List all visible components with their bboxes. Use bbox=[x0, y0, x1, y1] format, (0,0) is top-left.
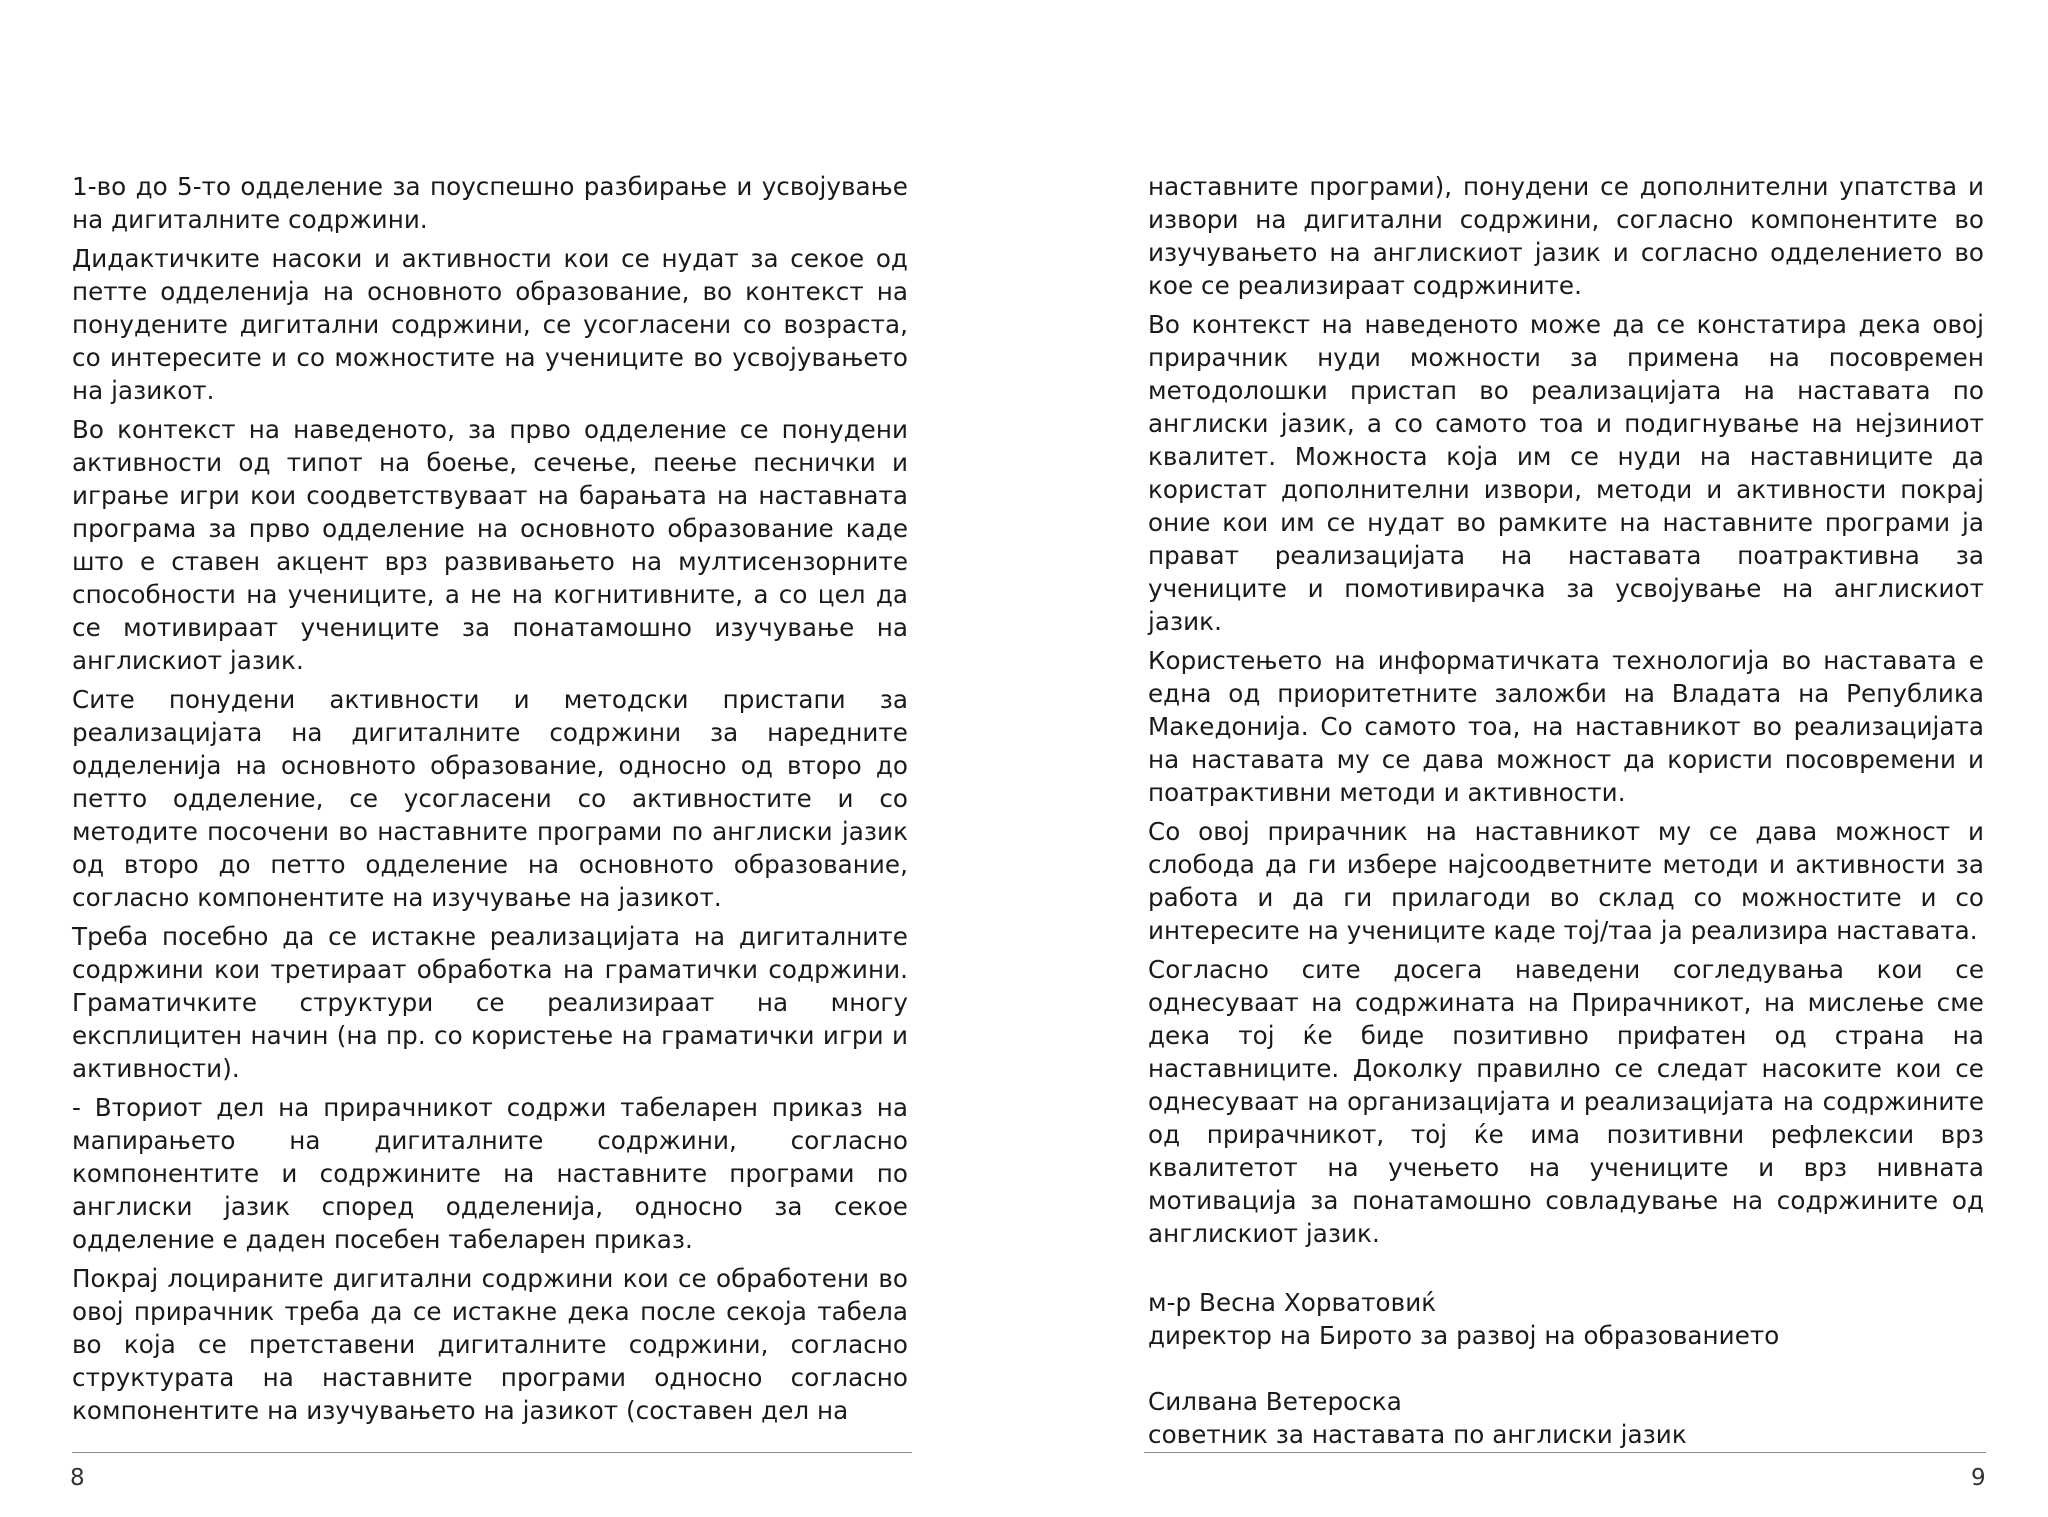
left-paragraph: Треба посебно да се истакне реализацијата на дигиталните содржини кои третираат обработка на граматички содржини. Граматичките структури се реализираат на многу експлицитен начин (на пр. со користење на граматички игри и активности). bbox=[72, 922, 908, 1083]
signatory-name: Силвана Ветероска bbox=[1148, 1387, 1402, 1416]
footer-rule bbox=[72, 1452, 912, 1453]
signatures bbox=[1148, 1286, 1984, 1451]
right-page bbox=[1024, 0, 2048, 1517]
page-number: 8 bbox=[70, 1465, 85, 1491]
right-paragraph: Во контекст на наведеното може да се констатира дека овој прирачник нуди можности за примена на посовремен методолошки пристап во реализацијата на наставата по англиски јазик, а со самото тоа и подигнување на нејзиниот квалитет. Можноста која им се нуди на наставниците да користат дополнителни извори, методи и активности покрај оние кои им се нудат во рамките на наставните програми ја прават реализацијата на наставата поатрактивна за учениците и помотивирачка за усвојување на англискиот јазик. bbox=[1148, 310, 1984, 636]
signature-block bbox=[1148, 1286, 1984, 1352]
right-paragraph: Со овој прирачник на наставникот му се дава можност и слобода да ги избере најсоодветните методи и активности за работа и да ги прилагоди во склад со можностите и со интересите на учениците каде тој/таа ја реализира наставата. bbox=[1148, 817, 1984, 945]
left-page-text-column bbox=[72, 170, 908, 1433]
signatory-title: директор на Бирото за развој на образованието bbox=[1148, 1321, 1780, 1350]
left-paragraph: - Вториот дел на прирачникот содржи табеларен приказ на мапирањето на дигиталните содржини, согласно компонентите и содржините на наставните програми по англиски јазик според одделенија, односно за секое одделение е даден посебен табеларен приказ. bbox=[72, 1093, 908, 1254]
right-paragraph: наставните програми), понудени се дополнителни упатства и извори на дигитални содржини, согласно компонентите во изучувањето на англискиот јазик и согласно одделението во кое се реализираат содржините. bbox=[1148, 172, 1984, 300]
left-paragraph: Покрај лоцираните дигитални содржини кои се обработени во овој прирачник треба да се истакне дека после секоја табела во која се претставени дигиталните содржини, согласно структурата на наставните програми односно согласно компонентите на изучувањето на јазикот (составен дел на bbox=[72, 1264, 908, 1425]
left-paragraph: Во контекст на наведеното, за прво одделение се понудени активности од типот на боење, сечење, пеење песнички и играње игри кои соодветствуваат на барањата на наставната програма за прво одделение на основното образование каде што е ставен акцент врз развивањето на мултисензорните способности на учениците, а не на когнитивните, а со цел да се мотивираат учениците за понатамошно изучување на англискиот јазик. bbox=[72, 415, 908, 675]
right-paragraph: Користењето на информатичката технологија во наставата е една од приоритетните заложби на Владата на Република Македонија. Со самото тоа, на наставникот во реализацијата на наставата му се дава можност да користи посовремени и поатрактивни методи и активности. bbox=[1148, 646, 1984, 807]
signatory-name: м-р Весна Хорватовиќ bbox=[1148, 1288, 1437, 1317]
signatory-title: советник за наставата по англиски јазик bbox=[1148, 1420, 1687, 1449]
right-page-text-column bbox=[1148, 170, 1984, 1484]
footer-rule bbox=[1144, 1452, 1986, 1453]
page-number: 9 bbox=[1971, 1465, 1986, 1491]
left-paragraph: Сите понудени активности и методски пристапи за реализацијата на дигиталните содржини за наредните одделенија на основното образование, односно од второ до петто одделение, се усогласени со активностите и со методите посочени во наставните програми по англиски јазик од второ до петто одделение на основното образование, согласно компонентите на изучување на јазикот. bbox=[72, 685, 908, 912]
left-paragraph: 1-во до 5-то одделение за поуспешно разбирање и усвојување на дигиталните содржини. bbox=[72, 172, 908, 234]
signature-block bbox=[1148, 1385, 1984, 1451]
left-paragraph: Дидактичките насоки и активности кои се нудат за секое од петте одделенија на основното образование, во контекст на понудените дигитални содржини, се усогласени со возраста, со интересите и со можностите на учениците во усвојувањето на јазикот. bbox=[72, 244, 908, 405]
right-paragraph: Согласно сите досега наведени согледувања кои се однесуваат на содржината на Прирачникот, на мислење сме дека тој ќе биде позитивно прифатен од страна на наставниците. Доколку правилно се следат насоките кои се однесуваат на организацијата и реализацијата на содржините од прирачникот, тој ќе има позитивни рефлексии врз квалитетот на учењето на учениците и врз нивната мотивација за понатамошно совладување на содржините од англискиот јазик. bbox=[1148, 955, 1984, 1248]
